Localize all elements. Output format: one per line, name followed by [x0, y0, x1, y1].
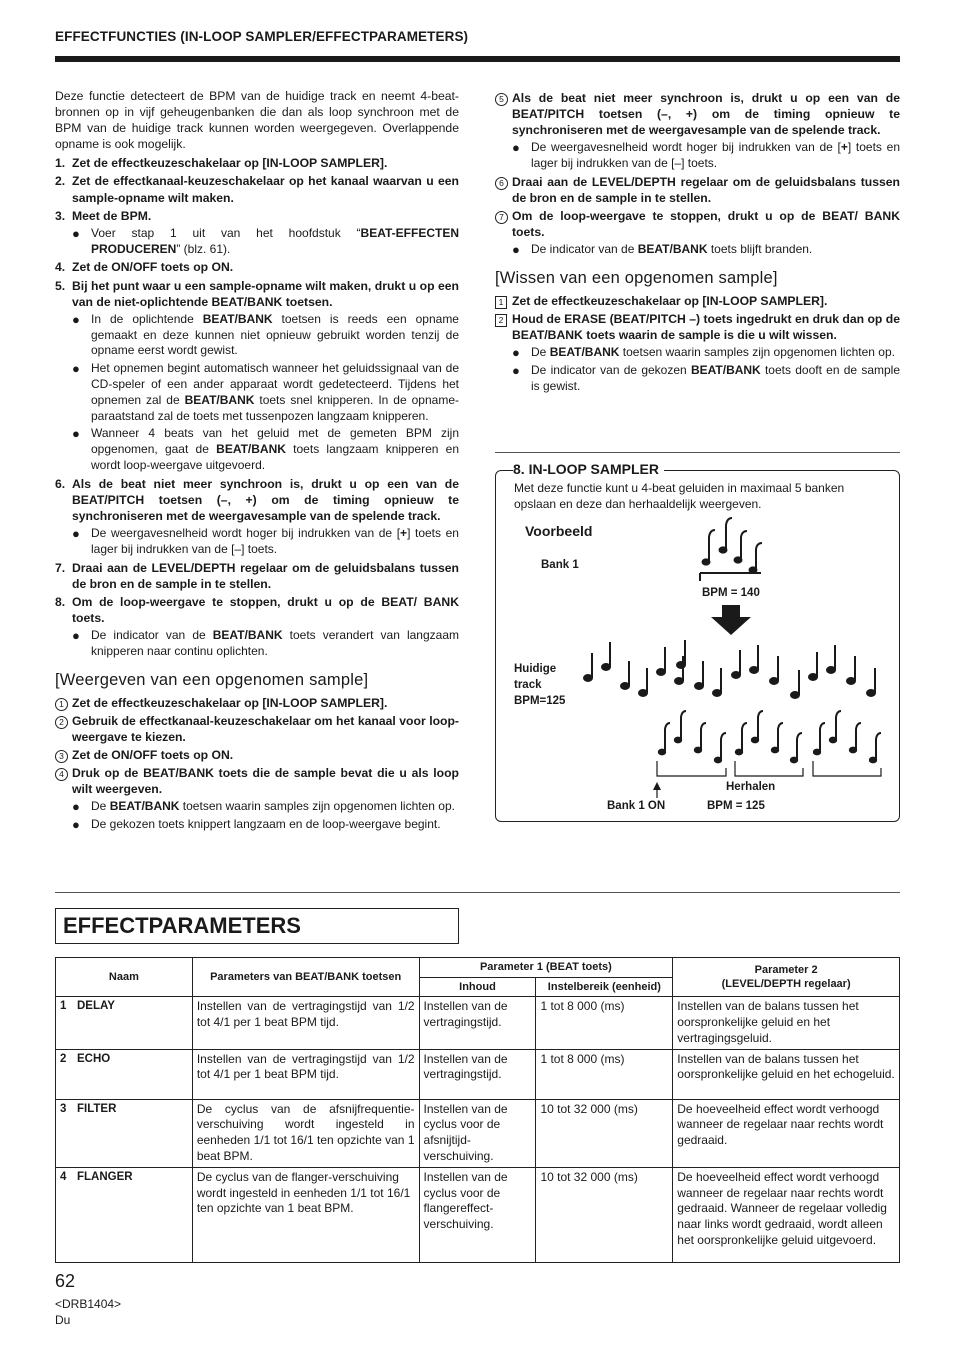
page-header-title: EFFECTFUNCTIES (IN-LOOP SAMPLER/EFFECTPARAMETERS) [55, 29, 469, 44]
step-3-note: ● Voer stap 1 uit van het hoofdstuk “BEAT-EFFECTEN PRODUCEREN” (blz. 61). [72, 225, 459, 256]
right-step-5-note: ● De weergavesnelheid wordt hoger bij indrukken van de [+] toets en lager bij indrukken van de [–] toets. [512, 140, 900, 171]
bullet-icon: ● [72, 361, 80, 377]
erase-note-2: ● De indicator van de gekozen BEAT/BANK toets dooft en de sample is gewist. [512, 363, 900, 393]
erase-step-1: 1 Zet de effectkeuzeschakelaar op [IN-LOOP SAMPLER]. [495, 293, 900, 309]
bullet-icon: ● [512, 345, 520, 361]
current-track-label-2: track [514, 679, 542, 691]
bullet-icon: ● [72, 817, 80, 833]
current-track-label-1: Huidige [514, 663, 557, 675]
right-column [495, 88, 900, 395]
section-title-erase: [Wissen van een opgenomen sample] [495, 269, 778, 288]
playback-note-1: ● De BEAT/BANK toetsen waarin samples zijn opgenomen lichten op. [72, 799, 455, 815]
right-step-7-note: ● De indicator van de BEAT/BANK toets blijft branden. [512, 242, 813, 258]
page-number: 62 [55, 1271, 76, 1291]
bank1-on-label: Bank 1 ON [607, 800, 666, 812]
repeat-label: Herhalen [726, 781, 776, 793]
step-4: 4. Zet de ON/OFF toets op ON. [55, 260, 234, 275]
bullet-icon: ● [72, 526, 80, 542]
step-6-note: ● De weergavesnelheid wordt hoger bij indrukken van de [+] toets en lager bij indrukken van de [–] toets. [72, 526, 459, 557]
section-divider [55, 892, 900, 893]
sampler-box-description: Met deze functie kunt u 4-beat geluiden in maximaal 5 banken opslaan en deze dan herhaaldelijk weergeven. [514, 481, 845, 511]
erase-step-2: 2 Houd de ERASE (BEAT/PITCH –) toets ingedrukt en druk dan op de BEAT/BANK toets waarin de sample is die u wilt wissen. [495, 311, 900, 343]
bank1-notes [700, 518, 762, 581]
step-5: 5. Bij het punt waar u een sample-opname wilt maken, drukt u op een van de niet-oplichtende BEAT/BANK toetsen. [55, 278, 459, 309]
step-5-note-2: ● Het opnemen begint automatisch wanneer het geluidssignaal van de CD-speler of een ander apparaat wordt gedetecteerd. Tijdens het opnemen zal de BEAT/BANK toets snel knipperen. In de opname-paraatstand zal de toets met tussenpozen langzaam knipperen. [72, 361, 459, 423]
table-row: 2 ECHO Instellen van de vertragingstijd van 1/2 tot 4/1 per 1 beat BPM tijd. Instellen van de vertragingstijd. 1 tot 8 000 (ms) Instellen van de balans tussen het oorspronkelijke geluid en het echogeluid. [56, 1049, 900, 1099]
right-step-6: 6 Draai aan de LEVEL/DEPTH regelaar om de geluidsbalans tussen de bron en de sample in te stellen. [495, 174, 900, 206]
effect-parameters-title: EFFECTPARAMETERS [55, 908, 459, 944]
bullet-icon: ● [72, 225, 80, 241]
bank1-label: Bank 1 [541, 559, 579, 571]
step-5-note-3: ● Wanneer 4 beats van het geluid met de gemeten BPM zijn opgenomen, gaat de BEAT/BANK toets langzaam knipperen en wordt loop-weergave uitgevoerd. [72, 426, 459, 473]
header-range: Instelbereik (eenheid) [536, 977, 673, 997]
playback-step-1: 1 Zet de effectkeuzeschakelaar op [IN-LOOP SAMPLER]. [55, 695, 459, 711]
bpm140-label: BPM = 140 [702, 587, 760, 599]
right-step-7: 7 Om de loop-weergave te stoppen, drukt u op de BEAT/ BANK toets. [495, 208, 900, 240]
effect-parameters-table [55, 957, 900, 1263]
document-code: <DRB1404> Du [55, 1297, 122, 1328]
step-6: 6. Als de beat niet meer synchroon is, drukt u op een van de BEAT/PITCH toetsen (–, +) om de timing opnieuw te synchroniseren met de weergavesample van de spelende track. [55, 476, 459, 524]
playback-step-4: 4 Druk op de BEAT/BANK toets die de sample bevat die u als loop wilt weergeven. [55, 765, 459, 797]
bank1-on-pointer-icon [653, 782, 661, 798]
left-column [55, 88, 459, 833]
playback-step-3: 3 Zet de ON/OFF toets op ON. [55, 747, 459, 763]
header-param1: Parameter 1 (BEAT toets) [419, 958, 673, 978]
right-step-5: 5 Als de beat niet meer synchroon is, drukt u op een van de BEAT/PITCH toetsen (–, +) om de timing opnieuw te synchroniseren met de weergavesample van de spelende track. [495, 90, 900, 138]
section-title-playback: [Weergeven van een opgenomen sample] [55, 670, 369, 689]
bullet-icon: ● [72, 799, 80, 815]
current-track-label-3: BPM=125 [514, 695, 566, 707]
bullet-icon: ● [512, 363, 520, 379]
bullet-icon: ● [512, 140, 520, 156]
step-8-note: ● De indicator van de BEAT/BANK toets verandert van langzaam knipperen naar continu oplichten. [72, 628, 459, 659]
bullet-icon: ● [72, 311, 80, 327]
intro-text: Deze functie detecteert de BPM van de huidige track en neemt 4-beat-bronnen op in vijf geheugenbanken die dan als loop synchroon met de BPM van de huidige track kunnen worden weergegeven. Overlappende opname is ook mogelijk. [55, 89, 459, 152]
table-row: 1 DELAY Instellen van de vertragingstijd van 1/2 tot 4/1 per 1 beat BPM tijd. Instellen van de vertragingstijd. 1 tot 8 000 (ms) Instellen van de balans tussen het oorspronkelijke geluid en het vertragingsgeluid. [56, 997, 900, 1049]
header-rule [55, 56, 900, 62]
header-param2: Parameter 2 (LEVEL/DEPTH regelaar) [673, 958, 900, 997]
step-7: 7. Draai aan de LEVEL/DEPTH regelaar om de geluidsbalans tussen de bron en de sample in te stellen. [55, 560, 459, 591]
playback-step-2: 2 Gebruik de effectkanaal-keuzeschakelaar om het kanaal voor loop-weergave te kiezen. [55, 713, 459, 745]
bpm125-label: BPM = 125 [707, 800, 765, 812]
step-5-note-1: ● In de oplichtende BEAT/BANK toetsen is reeds een opname gemaakt en deze kunnen niet opnieuw gebruikt worden tenzij de opname eerst wordt gewist. [72, 311, 459, 358]
header-name: Naam [56, 958, 193, 997]
repeat-brackets [657, 761, 881, 776]
sampler-box-title: 8. IN-LOOP SAMPLER [513, 460, 664, 478]
example-label: Voorbeeld [525, 523, 593, 539]
step-8: 8. Om de loop-weergave te stoppen, drukt u op de BEAT/ BANK toets. [55, 595, 459, 626]
table-row: 3 FILTER De cyclus van de afsnijfrequentie-verschuiving wordt ingesteld in eenheden 1/1 tot 16/1 ten opzichte van 1 beat BPM. Instellen van de cyclus voor de afsnijtijd-verschuiving. 10 tot 32 000 (ms) De hoeveelheid effect wordt verhoogd wanneer de regelaar naar rechts wordt gedraaid. [56, 1099, 900, 1167]
step-2: 2. Zet de effectkanaal-keuzeschakelaar op het kanaal waarvan u een sample-opname wilt maken. [55, 174, 459, 205]
current-track-notes [584, 640, 875, 698]
step-3: 3. Meet de BPM. [55, 208, 152, 223]
sampler-diagram [497, 515, 899, 820]
header-content: Inhoud [419, 977, 536, 997]
down-arrow-icon [711, 605, 751, 635]
bullet-icon: ● [512, 242, 520, 258]
bullet-icon: ● [72, 628, 80, 644]
erase-note-1: ● De BEAT/BANK toetsen waarin samples zijn opgenomen lichten op. [512, 345, 895, 361]
bullet-icon: ● [72, 426, 80, 442]
step-1: 1. Zet de effectkeuzeschakelaar op [IN-LOOP SAMPLER]. [55, 156, 388, 171]
right-column-divider [495, 452, 900, 453]
playback-note-2: ● De gekozen toets knippert langzaam en de loop-weergave begint. [72, 817, 441, 833]
header-beatbank: Parameters van BEAT/BANK toetsen [192, 958, 419, 997]
repeat-notes [659, 711, 881, 762]
table-row: 4 FLANGER De cyclus van de flanger-verschuiving wordt ingesteld in eenheden 1/1 tot 16/1 ten opzichte van 1 beat BPM. Instellen van de cyclus voor de flangereffect-verschuiving. 10 tot 32 000 (ms) De hoeveelheid effect wordt verhoogd wanneer de regelaar naar rechts wordt gedraaid. Wanneer de regelaar volledig naar links wordt gedraaid, wordt alleen het oorspronkelijke geluid uitgevoerd. [56, 1167, 900, 1262]
